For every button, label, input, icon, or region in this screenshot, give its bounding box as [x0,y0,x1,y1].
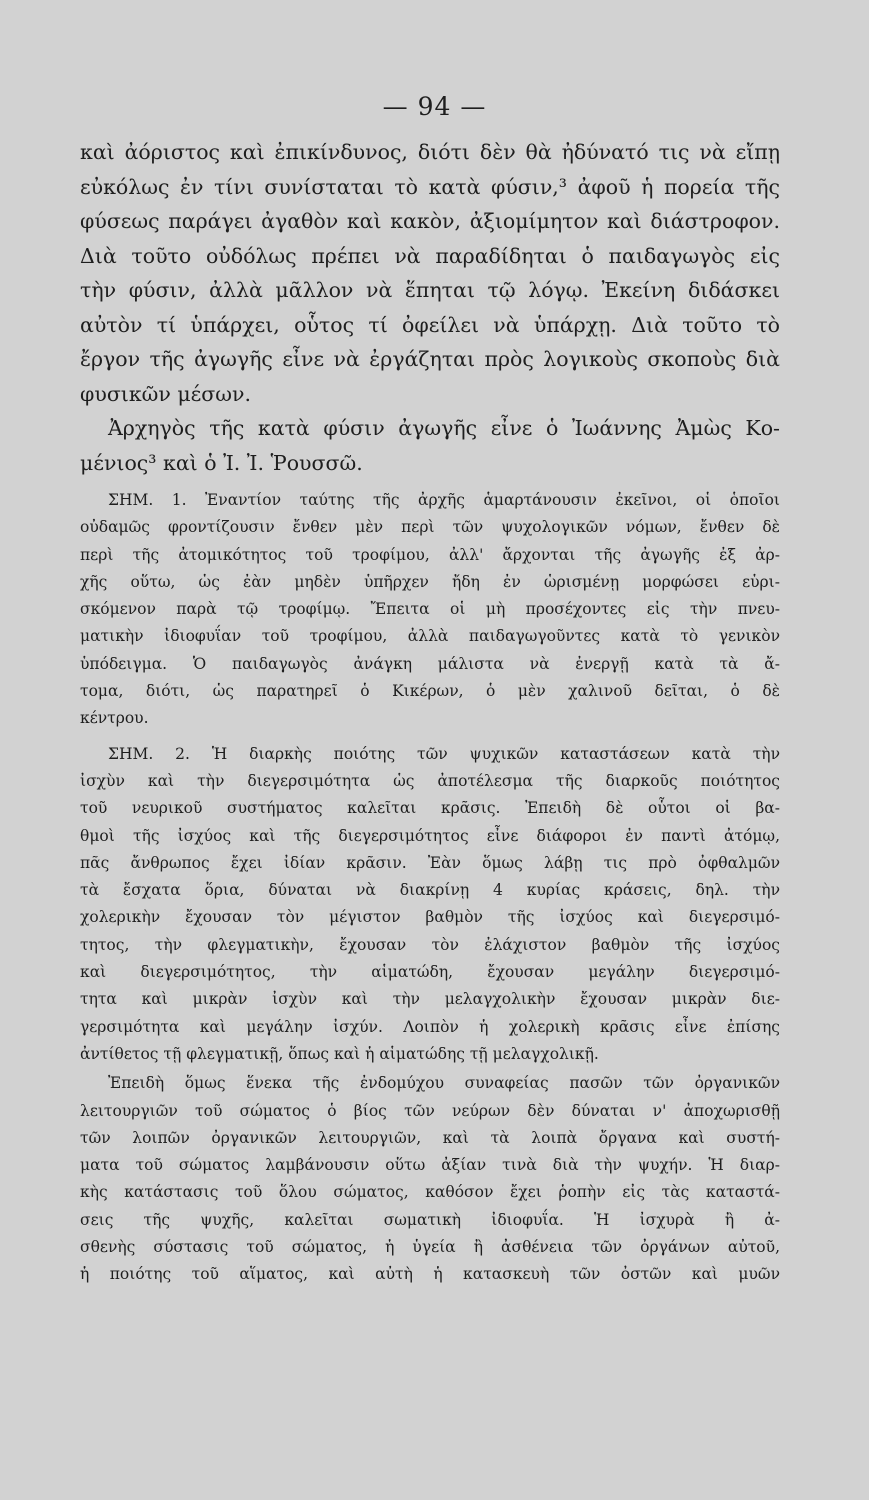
note-line: τῶν λοιπῶν ὀργανικῶν λειτουργιῶν, καὶ τὰ λοιπὰ ὄργανα καὶ συστή- [80,1128,780,1147]
note-line: θμοὶ τῆς ἰσχύος καὶ τῆς διεγερσιμότητος εἶνε διάφοροι ἐν παντὶ ἀτόμῳ, [80,826,780,845]
note-line: ἀντίθετος τῇ φλεγματικῇ, ὅπως καὶ ἡ αἱματώδης τῇ μελαγχολικῇ. [80,1044,599,1063]
note-line: Ἐπειδὴ ὅμως ἕνεκα τῆς ἐνδομύχου συναφείας πασῶν τῶν ὀργανικῶν [108,1074,780,1093]
main-paragraphs [80,135,780,480]
note-line: ΣΗΜ. 2. Ἡ διαρκὴς ποιότης τῶν ψυχικῶν καταστάσεων κατὰ τὴν [108,744,780,763]
note-line: οὐδαμῶς φροντίζουσιν ἔνθεν μὲν περὶ τῶν ψυχολογικῶν νόμων, ἔνθεν δὲ [80,518,780,537]
note-line: λειτουργιῶν τοῦ σώματος ὁ βίος τῶν νεύρων δὲν δύναται ν' ἀποχωρισθῇ [80,1101,780,1120]
note-line: πᾶς ἄνθρωπος ἔχει ἰδίαν κρᾶσιν. Ἐὰν ὅμως λάβῃ τις πρὸ ὀφθαλμῶν [80,853,780,872]
text-line: αὐτὸν τί ὑπάρχει, οὗτος τί ὀφείλει νὰ ὑπάρχῃ. Διὰ τοῦτο τὸ [80,312,780,337]
note-line: ἡ ποιότης τοῦ αἵματος, καὶ αὐτὴ ἡ κατασκευὴ τῶν ὀστῶν καὶ μυῶν [80,1265,780,1284]
text-line: εὐκόλως ἐν τίνι συνίσταται τὸ κατὰ φύσιν,³ ἀφοῦ ἡ πορεία τῆς [80,174,780,199]
note-line: τοῦ νευρικοῦ συστήματος καλεῖται κρᾶσις. Ἐπειδὴ δὲ οὗτοι οἱ βα- [80,799,780,818]
note-line: ματα τοῦ σώματος λαμβάνουσιν οὕτω ἀξίαν τινὰ διὰ τὴν ψυχήν. Ἡ διαρ- [80,1156,780,1175]
note-line: κέντρου. [80,709,149,728]
note-line: τομα, διότι, ὡς παρατηρεῖ ὁ Κικέρων, ὁ μὲν χαλινοῦ δεῖται, ὁ δὲ [80,682,780,701]
note-line: ΣΗΜ. 1. Ἐναντίον ταύτης τῆς ἀρχῆς ἁμαρτάνουσιν ἐκεῖνοι, οἱ ὁποῖοι [108,491,780,509]
text-line: Διὰ τοῦτο οὐδόλως πρέπει νὰ παραδίδηται ὁ παιδαγωγὸς εἰς [80,243,780,268]
note-line: τητος, τὴν φλεγματικὴν, ἔχουσαν τὸν ἐλάχιστον βαθμὸν τῆς ἰσχύος [80,935,780,954]
text-line: μένιος³ καὶ ὁ Ἰ. Ἰ. Ῥουσσῶ. [80,450,363,475]
note-line: σεις τῆς ψυχῆς, καλεῖται σωματικὴ ἰδιοφυΐα. Ἡ ἰσχυρὰ ἢ ἀ- [80,1210,780,1229]
note-line: τὰ ἔσχατα ὅρια, δύναται νὰ διακρίνῃ 4 κυρίας κράσεις, δηλ. τὴν [80,881,780,900]
note-line: ἰσχὺν καὶ τὴν διεγερσιμότητα ὡς ἀποτέλεσμα τῆς διαρκοῦς ποιότητος [80,771,780,790]
note-line: σθενὴς σύστασις τοῦ σώματος, ἡ ὑγεία ἢ ἀσθένεια τῶν ὀργάνων αὐτοῦ, [80,1238,780,1257]
text-line: Ἀρχηγὸς τῆς κατὰ φύσιν ἀγωγῆς εἶνε ὁ Ἰωάννης Ἀμὼς Κο- [108,416,780,440]
note-line: σκόμενον παρὰ τῷ τροφίμῳ. Ἔπειτα οἱ μὴ προσέχοντες εἰς τὴν πνευ- [80,600,780,619]
note-1 [80,487,780,733]
note-line: κὴς κατάστασις τοῦ ὅλου σώματος, καθόσον ἔχει ῥοπὴν εἰς τὰς καταστά- [80,1183,780,1202]
text-line: ἔργον τῆς ἀγωγῆς εἶνε νὰ ἐργάζηται πρὸς λογικοὺς σκοποὺς διὰ [80,347,780,371]
note-line: περὶ τῆς ἀτομικότητος τοῦ τροφίμου, ἀλλ' ἄρχονται τῆς ἀγωγῆς ἐξ ἀρ- [80,545,780,564]
note-line: χολερικὴν ἔχουσαν τὸν μέγιστον βαθμὸν τῆς ἰσχύος καὶ διεγερσιμό- [80,908,780,927]
text-line: καὶ ἀόριστος καὶ ἐπικίνδυνος, διότι δὲν θὰ ἠδύνατό τις νὰ εἴπῃ [80,140,780,164]
text-line: φυσικῶν μέσων. [80,381,251,406]
note-2 [80,741,780,1069]
note-line: χῆς οὕτω, ὡς ἐὰν μηδὲν ὑπῆρχεν ἤδη ἐν ὡρισμένῃ μορφώσει εὑρι- [80,572,780,591]
note-line: ματικὴν ἰδιοφυΐαν τοῦ τροφίμου, ἀλλὰ παιδαγωγοῦντες κατὰ τὸ γενικὸν [80,627,780,646]
notes-section [80,487,780,1289]
note-line: ὑπόδειγμα. Ὁ παιδαγωγὸς ἀνάγκη μάλιστα νὰ ἐνεργῇ κατὰ τὰ ἄ- [80,654,780,673]
note-line: καὶ διεγερσιμότητος, τὴν αἱματώδη, ἔχουσαν μεγάλην διεγερσιμό- [80,963,780,982]
text-line: φύσεως παράγει ἀγαθὸν καὶ κακὸν, ἀξιομίμητον καὶ διάστροφον. [80,209,780,233]
note-continuation [80,1070,780,1288]
note-line: τητα καὶ μικρὰν ἰσχὺν καὶ τὴν μελαγχολικὴν ἔχουσαν μικρὰν διε- [80,990,780,1009]
note-line: γερσιμότητα καὶ μεγάλην ἰσχύν. Λοιπὸν ἡ χολερικὴ κρᾶσις εἶνε ἐπίσης [80,1017,780,1036]
page-number: — 94 — [382,92,487,121]
text-line: τὴν φύσιν, ἀλλὰ μᾶλλον νὰ ἕπηται τῷ λόγῳ. Ἐκείνη διδάσκει [80,278,780,302]
